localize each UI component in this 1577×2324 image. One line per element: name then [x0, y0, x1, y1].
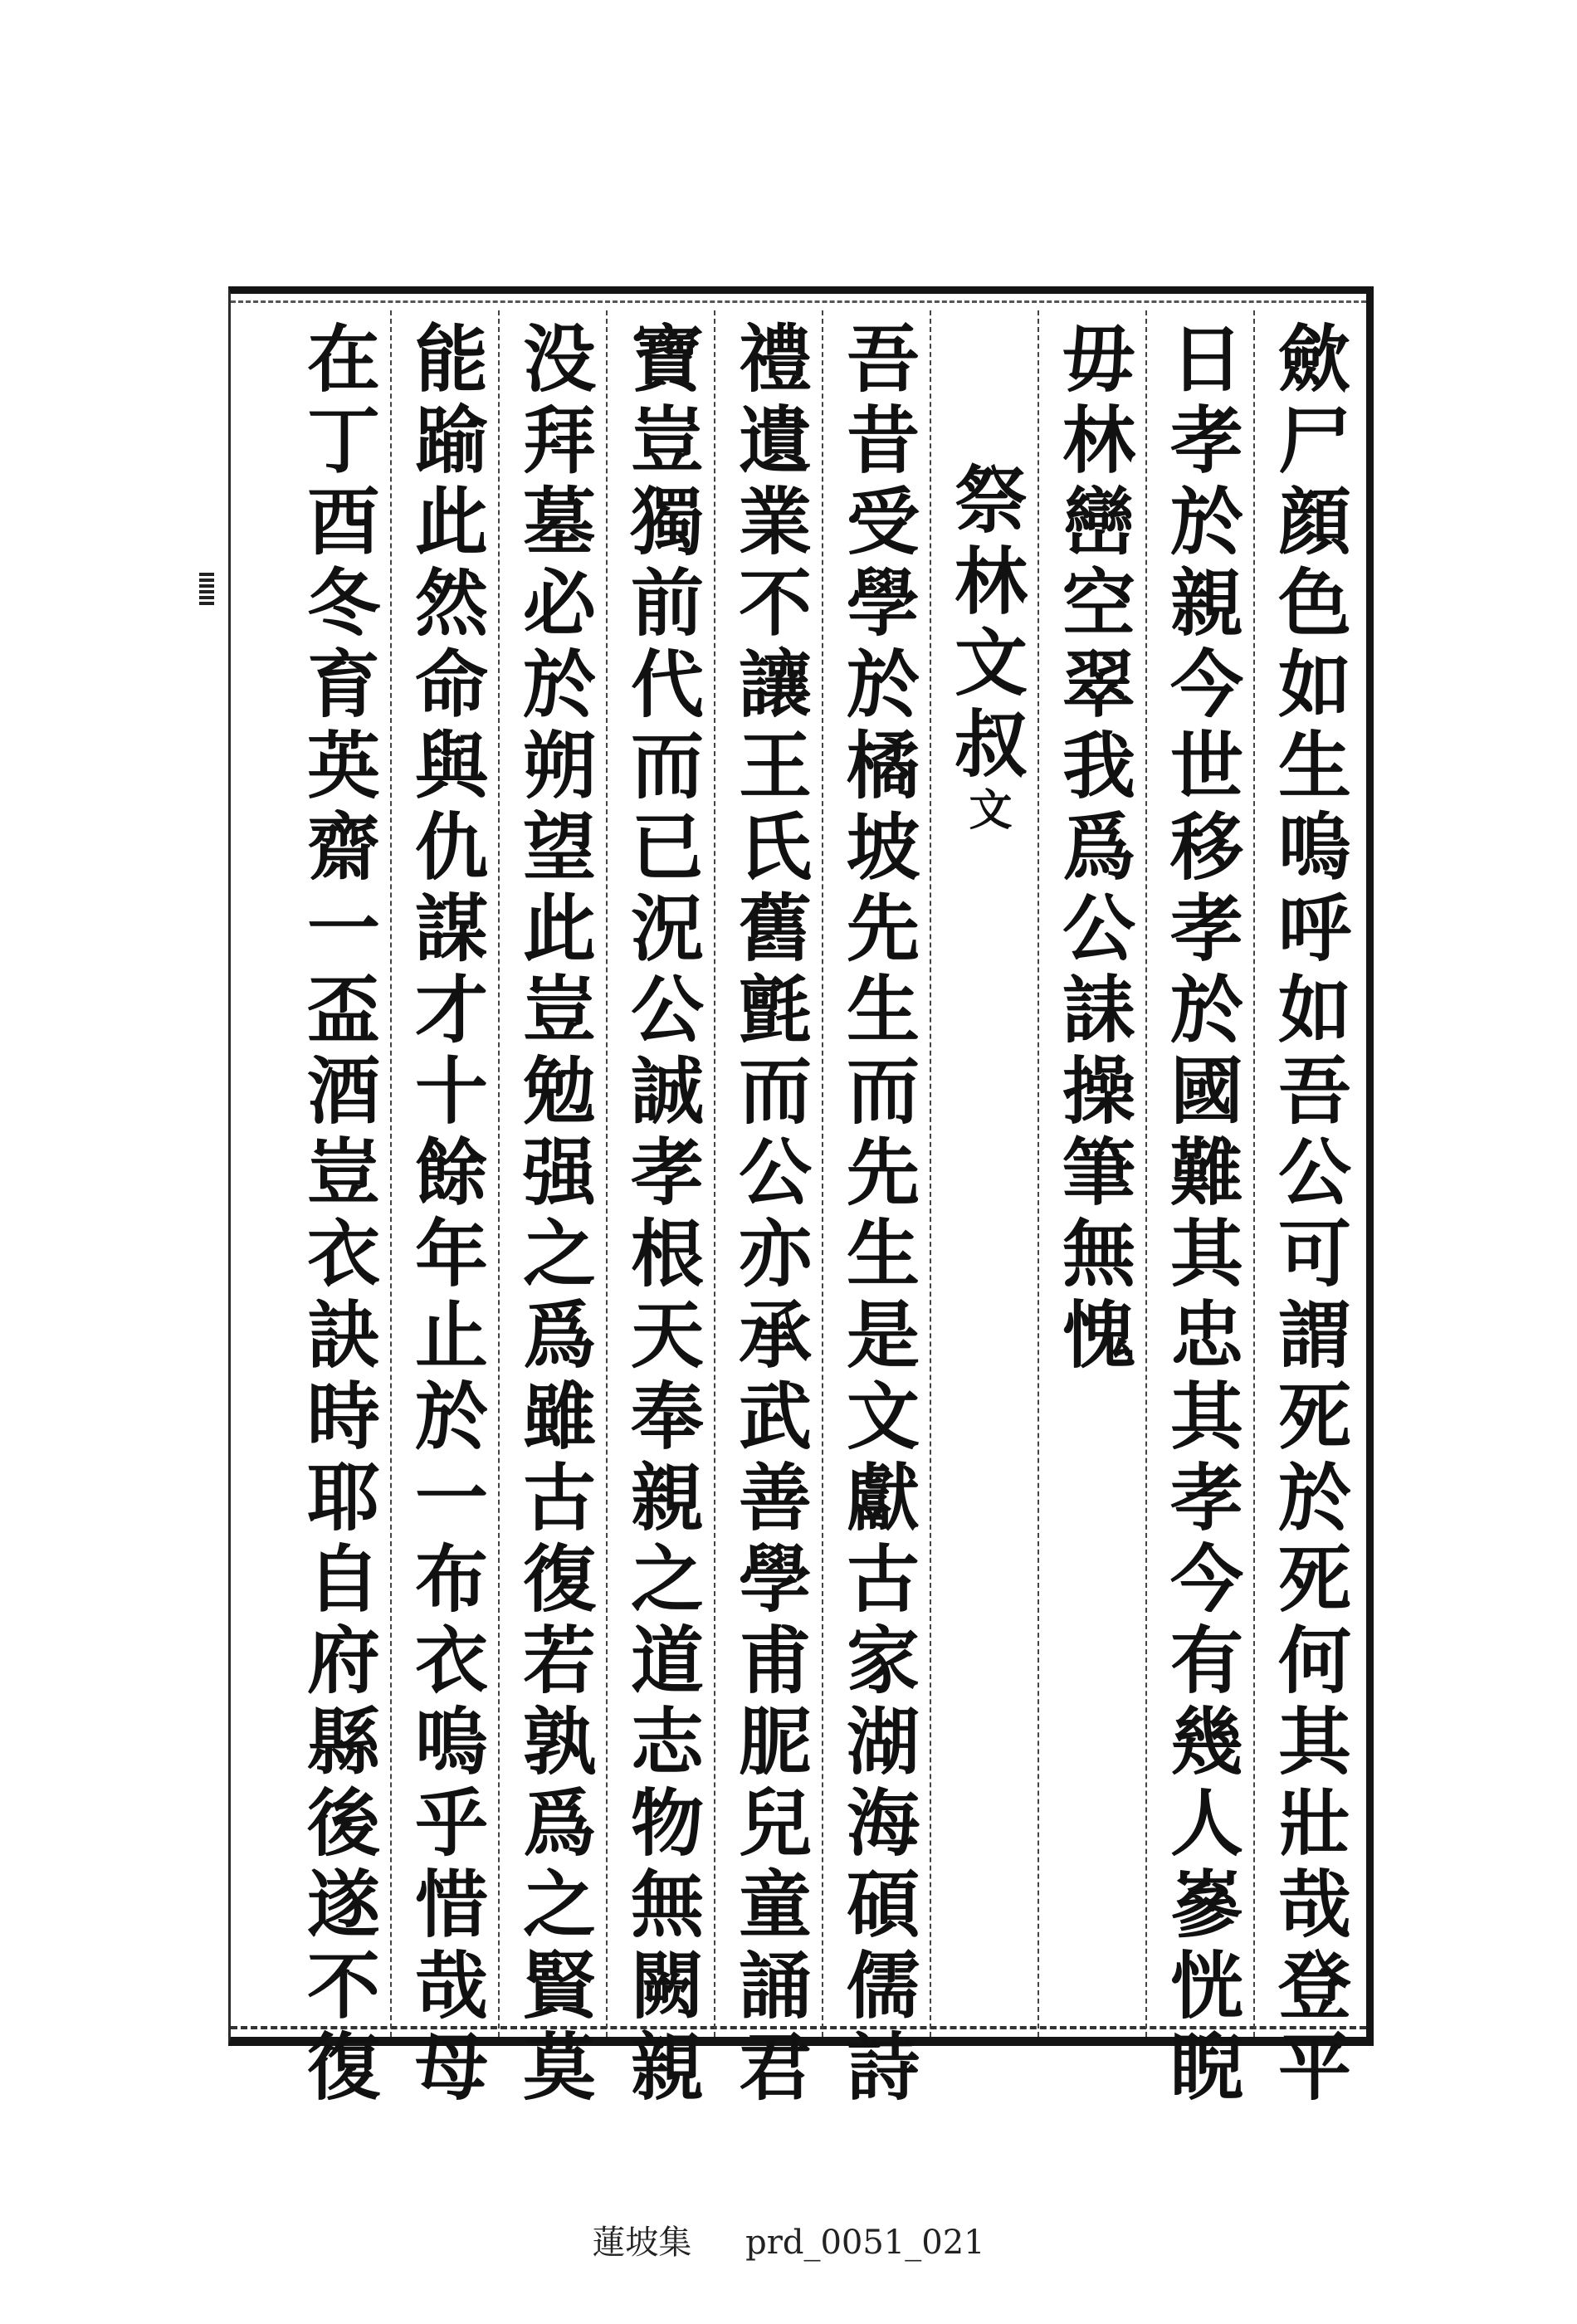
- margin-ink-mark: [199, 573, 214, 606]
- column-rule: [1253, 310, 1255, 2037]
- section-title: [936, 461, 1036, 833]
- title-column: [936, 320, 1036, 2030]
- text-column-9: [397, 320, 496, 2110]
- column-text: 没拜墓必於朔望此豈勉强之爲雖古復若孰爲之賢莫: [511, 320, 598, 2110]
- column-text: 歛尸顔色如生嗚呼如吾公可謂死於死何其壯哉登平: [1267, 320, 1353, 2110]
- column-rule: [1038, 310, 1039, 2037]
- column-text: 日孝於親今世移孝於國難其忠其孝今有幾人嵾恍睨: [1159, 320, 1245, 2110]
- collection-title: 蓮坡集: [592, 2224, 692, 2262]
- text-column-10: [289, 320, 388, 2110]
- column-rule: [930, 310, 931, 2037]
- text-column-5: [828, 320, 928, 2110]
- column-rule: [1145, 310, 1147, 2037]
- column-rule: [390, 310, 392, 2037]
- page-identifier: prd_0051_021: [745, 2224, 985, 2262]
- text-column-3: [1044, 320, 1144, 2030]
- section-title-suffix: 文: [961, 787, 1012, 833]
- column-rule: [714, 310, 715, 2037]
- column-rule: [606, 310, 608, 2037]
- text-column-8: [505, 320, 604, 2110]
- column-rule: [498, 310, 500, 2037]
- text-column-2: [1152, 320, 1252, 2110]
- column-text: 毋林巒空翠我爲公誄操筆無愧: [1051, 320, 1137, 1378]
- column-text: 在丁酉冬育英齋一盃酒豈衣訣時耶自府縣後遂不復: [295, 320, 382, 2110]
- text-column-7: [613, 320, 712, 2110]
- section-title-text: 祭林文叔: [943, 461, 1029, 787]
- column-text: 寶豈獨前代而已況公誠孝根天奉親之道志物無闕親: [619, 320, 706, 2110]
- page-footer: [0, 2216, 1577, 2263]
- text-column-1: [1260, 320, 1360, 2110]
- column-text: 能踰此然命與仇謀才十餘年止於一布衣嗚乎惜哉母: [403, 320, 490, 2110]
- column-rule: [822, 310, 823, 2037]
- column-text: 吾昔受學於橘坡先生而先生是文獻古家湖海碩儒詩: [835, 320, 921, 2110]
- text-column-6: [720, 320, 820, 2110]
- text-frame: [228, 286, 1374, 2110]
- vertical-columns: [231, 294, 1366, 2110]
- column-text: 禮遺業不讓王氏舊氈而公亦承武善學甫胒兒童誦君: [727, 320, 813, 2110]
